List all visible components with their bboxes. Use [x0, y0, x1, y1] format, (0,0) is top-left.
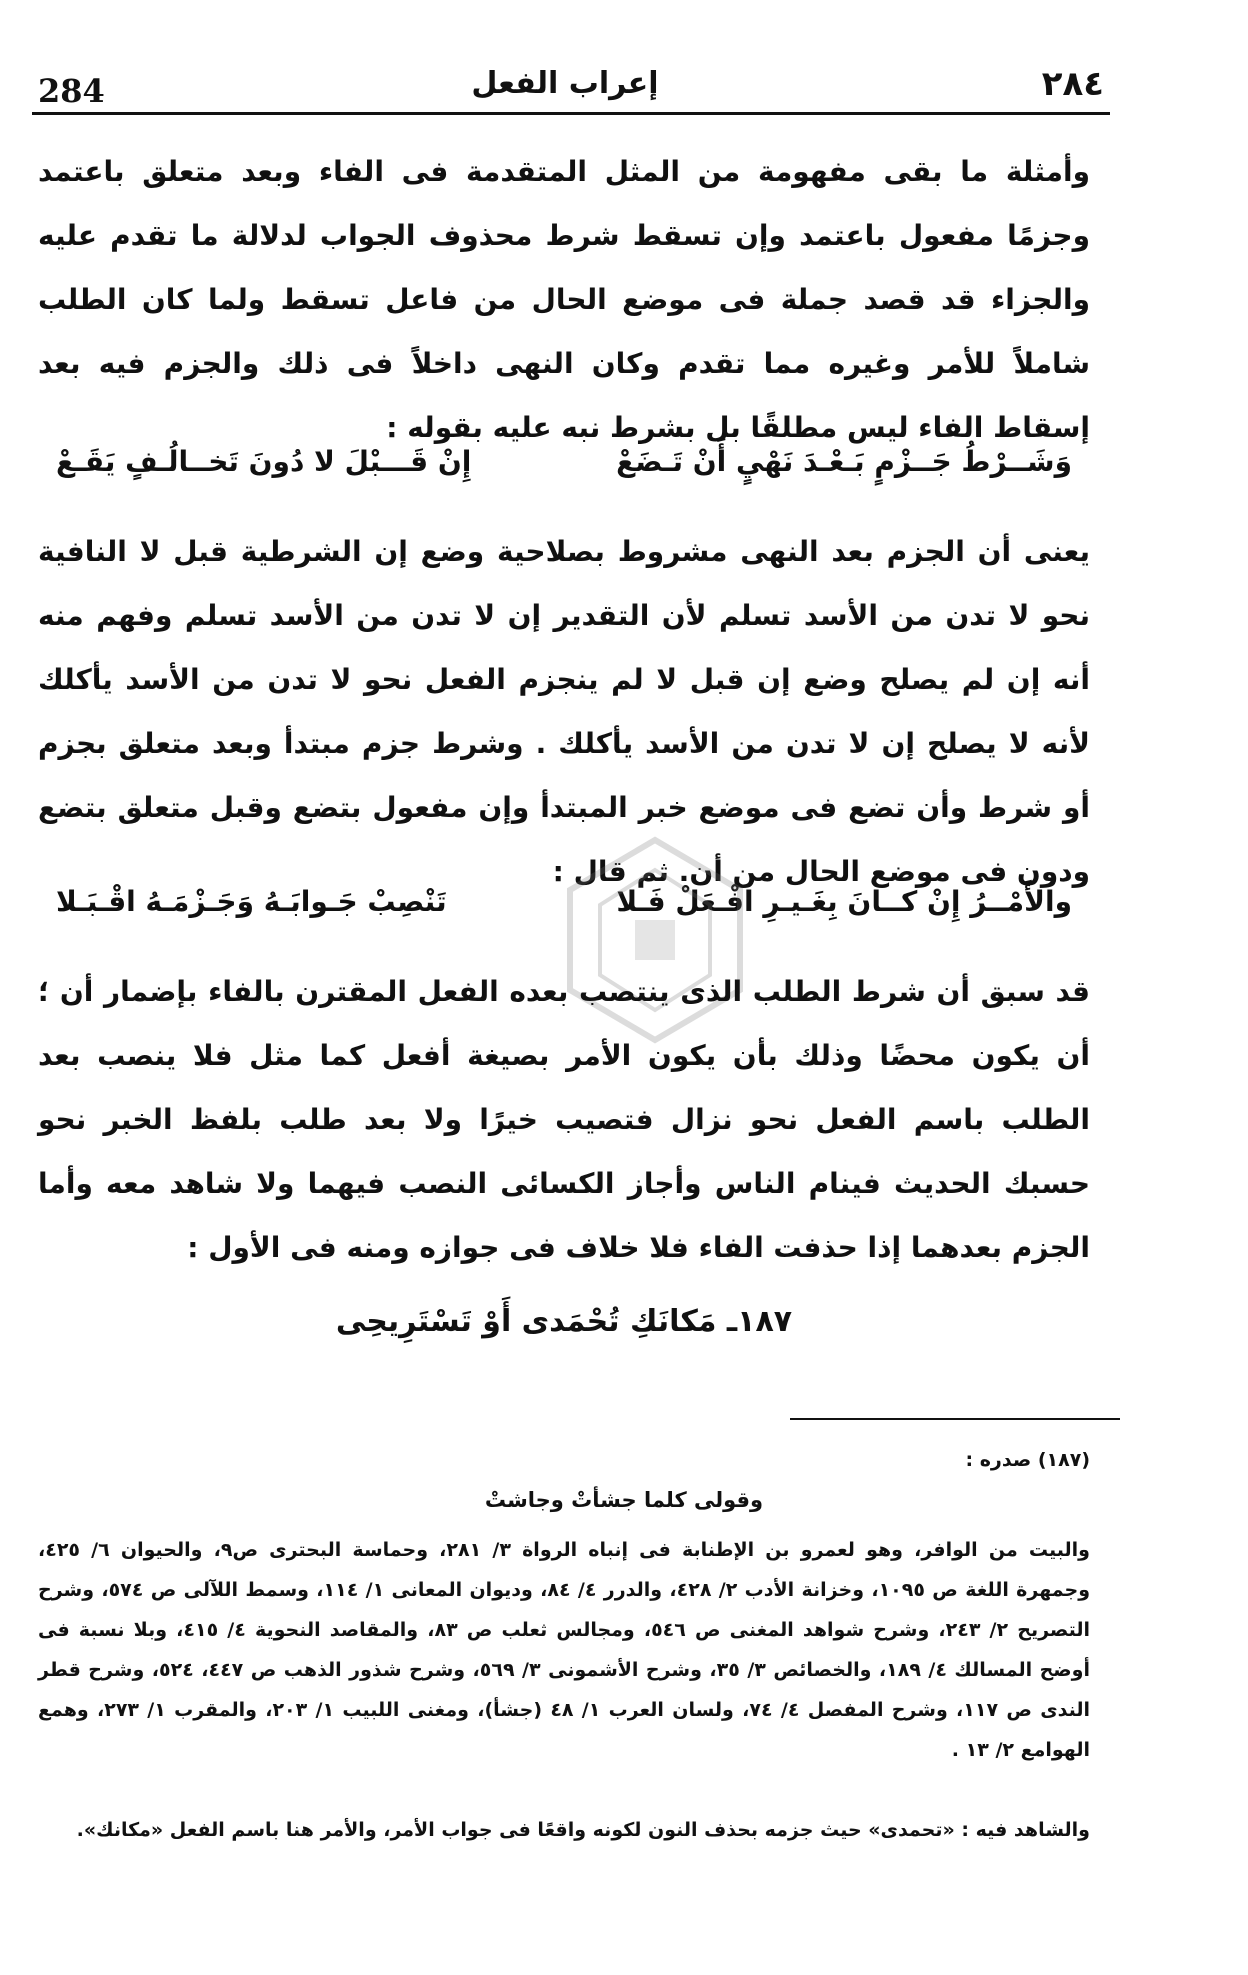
footnote-label: (١٨٧) صدره :: [965, 1449, 1090, 1471]
paragraph-text: قد سبق أن شرط الطلب الذى ينتصب بعده الفعل المقترن بالفاء بإضمار أن ؛ أن يكون محضًا وذلك بأن يكون الأمر بصيغة أفعل كما مثل فلا ينصب بعد الطلب باسم الفعل نحو نزال فتصيب خيرًا ولا بعد طلب بلفظ الخبر نحو حسبك الحديث فينام الناس وأجاز الكسائى النصب فيهما ولا شاهد معه وأما الجزم بعدهما إذا حذفت الفاء فلا خلاف فى جوازه ومنه فى الأول :: [38, 975, 1090, 1264]
verse-187: ١٨٧ـ مَكانَكِ تُحْمَدى أَوْ تَسْتَرِيحِى: [335, 1304, 793, 1339]
page-number-latin: 284: [38, 72, 105, 110]
verse-2-first-hemistich: والأَمْــرُ إِنْ كــانَ بِغَـيـرِ افْـعَلْ فَـلا: [616, 885, 1072, 918]
page-number-arabic: ٢٨٤: [1041, 64, 1104, 104]
verse-1-first-hemistich: وَشَــرْطُ جَــزْمٍ بَـعْـدَ نَهْيٍ أَنْ تَـضَعْ: [616, 445, 1072, 478]
footnote-witness: والشاهد فيه : «تحمدى» حيث جزمه بحذف النون لكونه واقعًا فى جواب الأمر، والأمر هنا باسم الفعل «مكانك».: [76, 1819, 1090, 1841]
paragraph-1: [38, 140, 1090, 460]
footnote-sources: والبيت من الوافر، وهو لعمرو بن الإطنابة فى إنباه الرواة ٣/ ٢٨١، وحماسة البحترى ص٩، والحيوان ٦/ ٤٢٥، وجمهرة اللغة ص ١٠٩٥، وخزانة الأدب ٢/ ٤٢٨، والدرر ٤/ ٨٤، وديوان المعانى ١/ ١١٤، وسمط اللآلى ص ٥٧٤، وشرح التصريح ٢/ ٢٤٣، وشرح شواهد المغنى ص ٥٤٦، ومجالس ثعلب ص ٨٣، والمقاصد النحوية ٤/ ٤١٥، وبلا نسبة فى أوضح المسالك ٤/ ١٨٩، والخصائص ٣/ ٣٥، وشرح الأشمونى ٣/ ٥٦٩، وشرح شذور الذهب ص ٤٤٧، ٥٢٤، وشرح قطر الندى ص ١١٧، وشرح المفصل ٤/ ٧٤، ولسان العرب ١/ ٤٨ (جشأ)، ومغنى اللبيب ١/ ٢٠٣، والمقرب ١/ ٢٧٣، وهمع الهوامع ٢/ ١٣ .: [38, 1539, 1091, 1761]
header-rule: [32, 112, 1110, 115]
paragraph-text: وأمثلة ما بقى مفهومة من المثل المتقدمة فى الفاء وبعد متعلق باعتمد وجزمًا مفعول باعتمد وإن تسقط شرط محذوف الجواب لدلالة ما تقدم عليه والجزاء قد قصد جملة فى موضع الحال من فاعل تسقط ولما كان الطلب شاملاً للأمر وغيره مما تقدم وكان النهى داخلاً فى ذلك والجزم فيه بعد إسقاط الفاء ليس مطلقًا بل بشرط نبه عليه بقوله :: [38, 155, 1090, 444]
paragraph-text: يعنى أن الجزم بعد النهى مشروط بصلاحية وضع إن الشرطية قبل لا النافية نحو لا تدن من الأسد تسلم لأن التقدير إن لا تدن من الأسد تسلم وفهم منه أنه إن لم يصلح وضع إن قبل لا لم ينجزم الفعل نحو لا تدن من الأسد يأكلك لأنه لا يصلح إن لا تدن من الأسد يأكلك . وشرط جزم مبتدأ وبعد متعلق بجزم أو شرط وأن تضع فى موضع خبر المبتدأ وإن مفعول بتضع وقبل متعلق بتضع ودون فى موضع الحال من أن. ثم قال :: [38, 535, 1090, 888]
verse-3: [38, 1290, 1090, 1354]
paragraph-3: [38, 960, 1090, 1280]
verse-1: [38, 430, 1090, 494]
footnote-verse: وقولى كلما جشأتْ وجاشتْ: [484, 1488, 764, 1512]
verse-1-second-hemistich: إِنْ قَـــبْلَ لا دُونَ تَخــالُـفٍ يَقَـعْ: [56, 445, 472, 478]
page-header: [20, 62, 1110, 112]
verse-2-second-hemistich: تَنْصِبْ جَـوابَـهُ وَجَـزْمَـهُ اقْـبَـلا: [56, 885, 447, 918]
running-title: إعراب الفعل: [471, 66, 659, 101]
footnote-rule: [790, 1418, 1120, 1420]
